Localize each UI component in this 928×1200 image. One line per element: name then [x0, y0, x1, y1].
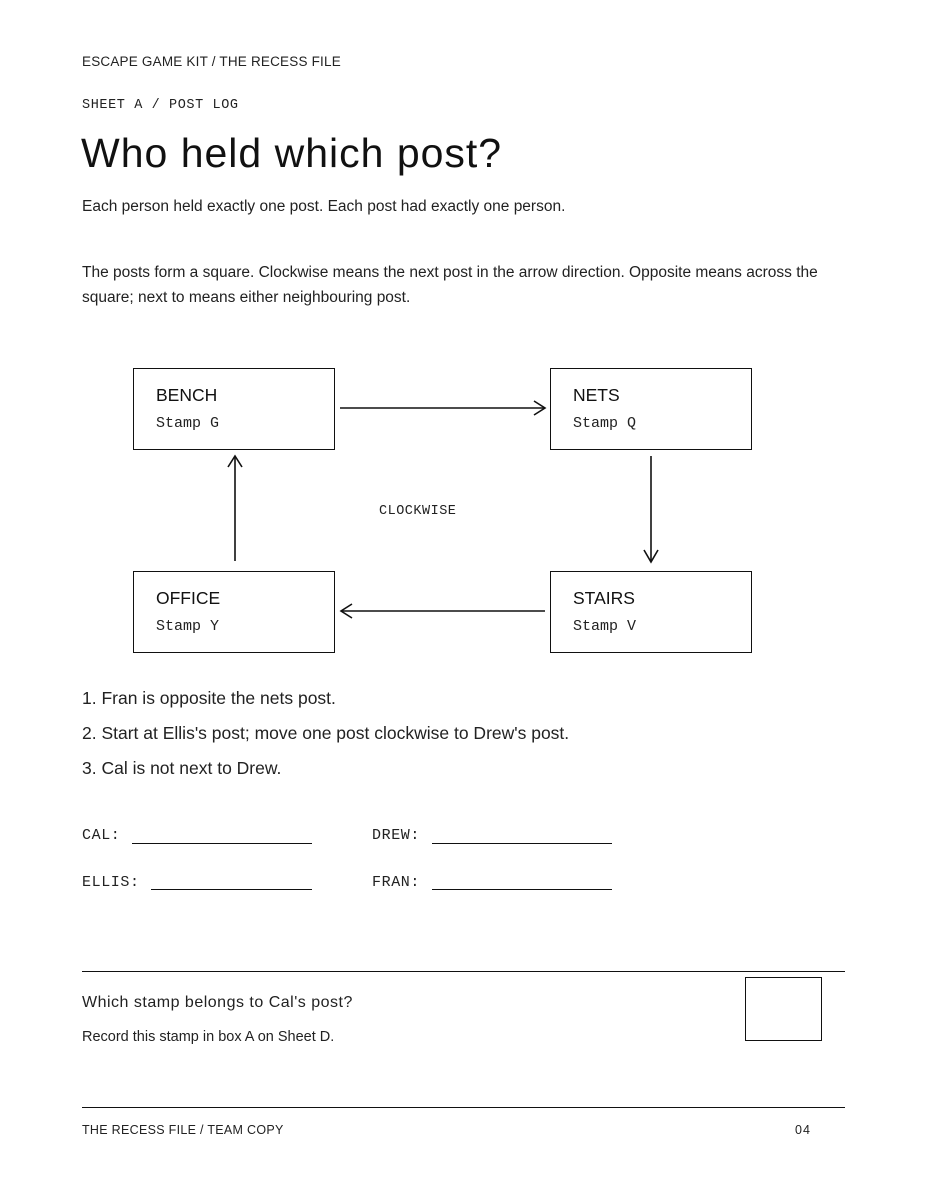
post-stamp: Stamp G [156, 415, 220, 432]
clue-list [82, 688, 569, 793]
post-name: NETS [573, 385, 620, 405]
intro-rule-line: Each person held exactly one post. Each post had exactly one person. [82, 198, 566, 215]
final-question: Which stamp belongs to Cal's post? [82, 994, 353, 1011]
answer-label-ellis: ELLIS: [82, 874, 140, 891]
clockwise-label: CLOCKWISE [379, 504, 457, 519]
post-name: OFFICE [156, 588, 221, 608]
clue-item: 2. Start at Ellis's post; move one post clockwise to Drew's post. [82, 723, 570, 743]
divider-rule [82, 971, 845, 972]
kit-title: ESCAPE GAME KIT / THE RECESS FILE [82, 54, 341, 69]
post-box-nets [550, 368, 752, 450]
answer-label-drew: DREW: [372, 827, 421, 844]
footer-rule [82, 1107, 845, 1108]
page-number: 04 [795, 1123, 811, 1137]
clue-item: 1. Fran is opposite the nets post. [82, 688, 336, 708]
post-box-bench [133, 368, 335, 450]
post-box-office [133, 571, 335, 653]
answer-line-drew[interactable] [432, 843, 612, 844]
stamp-answer-box[interactable] [745, 977, 822, 1041]
post-name: STAIRS [573, 588, 635, 608]
answer-label-cal: CAL: [82, 827, 121, 844]
answer-line-ellis[interactable] [151, 889, 312, 890]
answer-line-cal[interactable] [132, 843, 312, 844]
answer-label-fran: FRAN: [372, 874, 421, 891]
post-box-stairs [550, 571, 752, 653]
footer-title: THE RECESS FILE / TEAM COPY [82, 1123, 284, 1137]
sheet-label: SHEET A / POST LOG [82, 98, 239, 113]
post-name: BENCH [156, 385, 218, 405]
post-stamp: Stamp V [573, 618, 637, 635]
post-stamp: Stamp Q [573, 415, 637, 432]
record-instruction: Record this stamp in box A on Sheet D. [82, 1029, 335, 1045]
intro-definitions: The posts form a square. Clockwise means the next post in the arrow direction. Opposite means across the square; next to means either neighbouring post. [82, 264, 818, 306]
post-stamp: Stamp Y [156, 618, 220, 635]
page-title: Who held which post? [81, 130, 503, 176]
clue-item: 3. Cal is not next to Drew. [82, 758, 282, 778]
answer-line-fran[interactable] [432, 889, 612, 890]
